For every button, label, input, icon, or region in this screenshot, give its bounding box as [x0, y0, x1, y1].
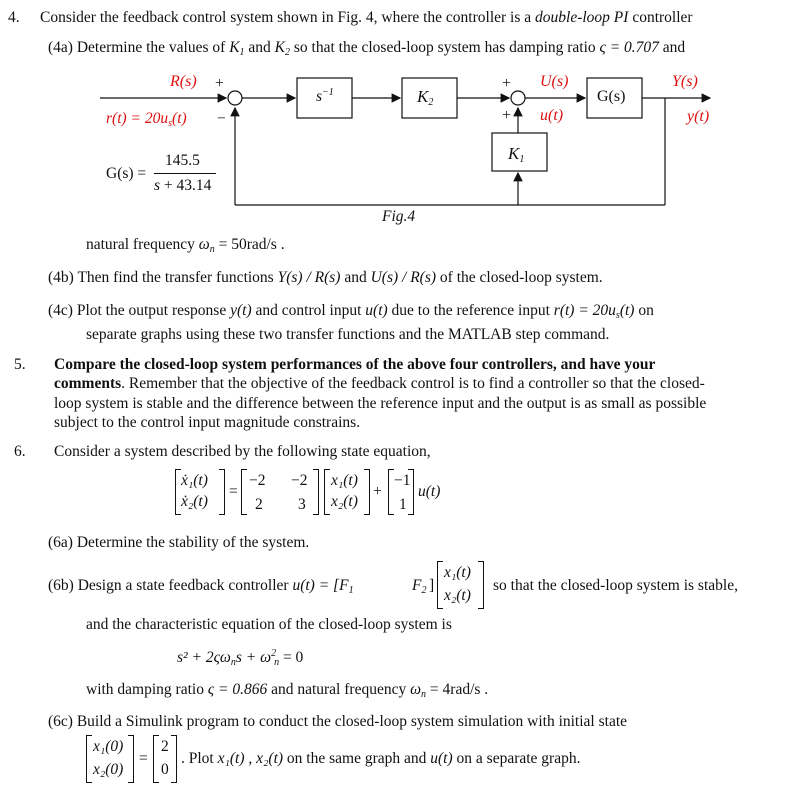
q6a-line: (6a) Determine the stability of the system. [48, 534, 310, 551]
q4c-line2: separate graphs using these two transfer functions and the MATLAB step command. [86, 326, 610, 343]
q5-line4: subject to the control input magnitude constrains. [54, 414, 361, 431]
rt-label: $r(t) = 20u_s(t)$ [106, 110, 187, 129]
q5-line1: Compare the closed-loop system performances of the above four controllers, and have your [54, 356, 656, 373]
Gs-denominator: s + 43.14 [154, 177, 212, 194]
q6-number: 6. [14, 443, 26, 460]
q6c-line1: (6c) Build a Simulink program to conduct the closed-loop system simulation with initial state [48, 713, 628, 730]
sum1-minus: − [217, 110, 226, 127]
yt-label: y(t) [687, 108, 710, 125]
q4c-line1: (4c) Plot the output response y(t) and control input u(t) due to the reference input $r(t) = 20u_s(t)$ on [48, 302, 654, 321]
k2-label: $K_2$ [417, 87, 434, 108]
q4a-line2: natural frequency $\omega_n = 50rad/s$ . [86, 236, 285, 255]
sum1-plus: + [215, 75, 224, 92]
sum-junction-1 [228, 91, 242, 105]
integrator-label: $s^{-1}$ [316, 87, 334, 105]
q4-number: 4. [8, 9, 20, 26]
b-x2: x₂(t) [444, 587, 471, 604]
q6b-text2: so that the closed-loop system is stable, [493, 577, 738, 594]
Ys-label: Y(s) [672, 73, 698, 90]
sum2-plus-bottom: + [502, 107, 511, 124]
q4-intro: Consider the feedback control system shown in Fig. 4, where the controller is a double-loop PI controller [40, 9, 693, 26]
sum2-plus-top: + [502, 75, 511, 92]
sum-junction-2 [511, 91, 525, 105]
q6b-line3: with damping ratio ς = 0.866 and natural frequency $\omega_n = 4rad/s$ . [86, 681, 489, 700]
Gs-eq-label: G(s) = [106, 165, 147, 182]
q4b-line: (4b) Then find the transfer functions Y(s) / R(s) and U(s) / R(s) of the closed-loop system. [48, 269, 603, 286]
Us-label: U(s) [540, 73, 569, 90]
plant-label: G(s) [597, 88, 626, 105]
q5-line3: loop system is stable and the difference between the reference input and the output is as small as possible [54, 395, 707, 412]
q5-line2: comments. Remember that the objective of the feedback control is to find a controller so that the closed- [54, 375, 705, 392]
q6c-line2: . Plot x₁(t) , x₂(t) on the same graph and u(t) on a separate graph. [181, 750, 581, 767]
q6b-line1: (6b) Design a state feedback controller $u(t) = [F_1$ [48, 577, 354, 596]
ut-label: u(t) [540, 107, 564, 124]
k1-label: $K_1$ [508, 144, 525, 165]
q6b-line2: and the characteristic equation of the closed-loop system is [86, 616, 452, 633]
b-x1: x₁(t) [444, 564, 471, 581]
q5-number: 5. [14, 356, 26, 373]
char-equation: $s^2 + 2\varsigma\omega_ns + \omega^2_n = 0$ [177, 648, 304, 668]
F2: $F_2$ [412, 577, 427, 596]
Gs-numerator: 145.5 [165, 152, 200, 169]
q6-intro: Consider a system described by the following state equation, [54, 443, 431, 460]
q4a-line: (4a) Determine the values of $K_1$ and $K_2$ so that the closed-loop system has damping ratio ς = 0.707 and [48, 39, 686, 58]
Rs-label: R(s) [170, 73, 197, 90]
figure-caption: Fig.4 [382, 208, 416, 225]
